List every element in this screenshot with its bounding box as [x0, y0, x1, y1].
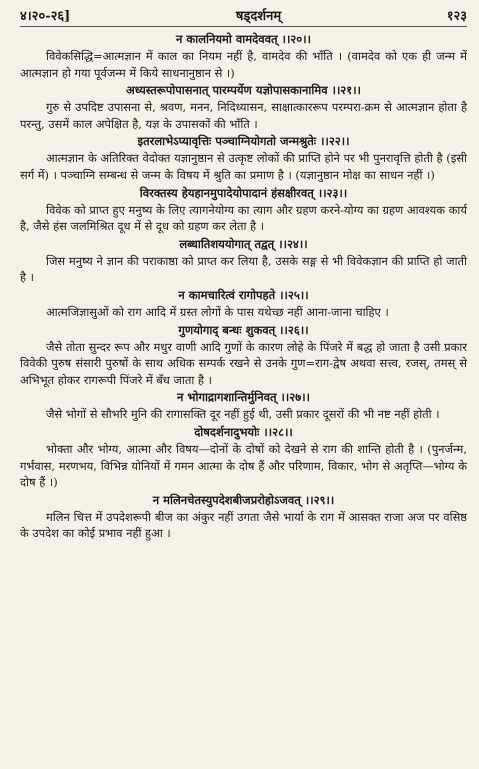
sutra-21: अध्यस्तरूपोपासनात् पारम्पर्येण यज्ञोपासकानामिव ।।२१।।	[126, 83, 361, 98]
commentary-25: आत्मजिज्ञासुओं को राग आदि में ग्रस्त लोगों के पास यथेच्छ नहीं आना-जाना चाहिए ।	[46, 304, 389, 319]
sutra-24: लब्धातिशययोगात् तद्वत् ।।२४।।	[179, 236, 308, 251]
commentary-23: विवेक को प्राप्त हुए मनुष्य के लिए त्यागनेयोग्य का त्याग और ग्रहण करने-योग्य का ग्रहण आवश्यक कार्य है, जैसे हंस जलमिश्रित दूध में से दूध को ग्रहण कर लेता है ।	[20, 202, 467, 234]
sutra-28: दोषदर्शनादुभयोः ।।२८।।	[194, 424, 293, 439]
commentary-29: मलिन चित्त में उपदेशरूपी बीज का अंकुर नहीं उगता जैसे भार्या के राग में आसक्त राजा अज पर वसिष्ठ के उपदेश का कोई प्रभाव नहीं हुआ ।	[20, 509, 467, 541]
sutra-20: न कालनियमो वामदेववत् ।।२०।।	[176, 32, 311, 46]
commentary-27: जैसे भोगों से सौभरि मुनि की रागासक्ति दूर नहीं हुई थी, उसी प्रकार दूसरों की भी नष्ट नहीं होती ।	[46, 407, 440, 422]
sutra-23: विरक्तस्य हेयहानमुपादेयोपादानं हंसक्षीरवत् ।।२३।।	[139, 185, 348, 200]
sutra-25: न कामचारित्वं रागोपहते ।।२५।।	[178, 287, 309, 302]
sutra-22: इतरलाभेऽप्यावृत्तिः पञ्चाग्नियोगतो जन्मश्रुतेः ।।२२।।	[137, 134, 350, 149]
commentary-20: विवेकसिद्धि=आत्मज्ञान में काल का नियम नहीं है, वामदेव की भाँति । (वामदेव को एक ही जन्म में आत्मज्ञान हो गया पूर्वजन्म में किये साधनानुष्ठान से ।)	[20, 49, 467, 80]
page-number: १२३	[446, 9, 467, 24]
commentary-24: जिस मनुष्य ने ज्ञान की पराकाष्ठा को प्राप्त कर लिया है, उसके सङ्ग से भी विवेकज्ञान की प्राप्ति हो जाती है ।	[20, 253, 467, 285]
header-left: ४।२०-२६]	[20, 9, 71, 24]
page-header	[20, 6, 467, 27]
commentary-26: जैसे तोता सुन्दर रूप और मधुर वाणी आदि गुणों के कारण लोहे के पिंजरे में बद्ध हो जाता है उसी प्रकार विवेकी पुरुष संसारी पुरुषों के साथ अधिक सम्पर्क रखने से उनके गुण=राग-द्वेष अथवा सत्त्व, रजस्, तमस् से अभिभूत होकर रागरूपी पिंजरे में बँध जाता है ।	[20, 339, 467, 387]
commentary-22: आत्मज्ञान के अतिरिक्त वेदोक्त यज्ञानुष्ठान से उत्कृष्ट लोकों की प्राप्ति होने पर भी पुनरावृत्ति होती है (इसी सर्ग में) । पञ्चाग्नि सम्बन्ध से जन्म के विषय में श्रुति का प्रमाण है । (यज्ञानुष्ठान मोक्ष का साधन नहीं ।)	[20, 151, 467, 182]
commentary-21: गुरु से उपदिष्ट उपासना से, श्रवण, मनन, निदिध्यासन, साक्षात्काररूप परम्परा-क्रम से आत्मज्ञान होता है परन्तु, उसमें काल अपेक्षित है, यज्ञ के उपासकों की भाँति ।	[20, 100, 467, 131]
sutra-29: न मलिनचेतस्युपदेशबीजप्ररोहोऽजवत् ।।२९।।	[152, 492, 335, 507]
sutra-26: गुणयोगाद् बन्धः शुकवत् ।।२६।।	[178, 322, 309, 337]
sutra-27: न भोगाद्रागशान्तिर्मुनिवत् ।।२७।।	[177, 390, 310, 405]
header-title: षड्दर्शनम्	[235, 9, 282, 24]
commentary-28: भोक्ता और भोग्य, आत्मा और विषय—दोनों के दोषों को देखने से राग की शान्ति होती है । (पुनर्जन्म, गर्भवास, मरणभय, विभिन्न योनियों में गमन आत्मा के दोष हैं और परिणाम, विकार, भोग से अतृप्ति—भोग्य के दोष हैं ।)	[20, 441, 467, 490]
